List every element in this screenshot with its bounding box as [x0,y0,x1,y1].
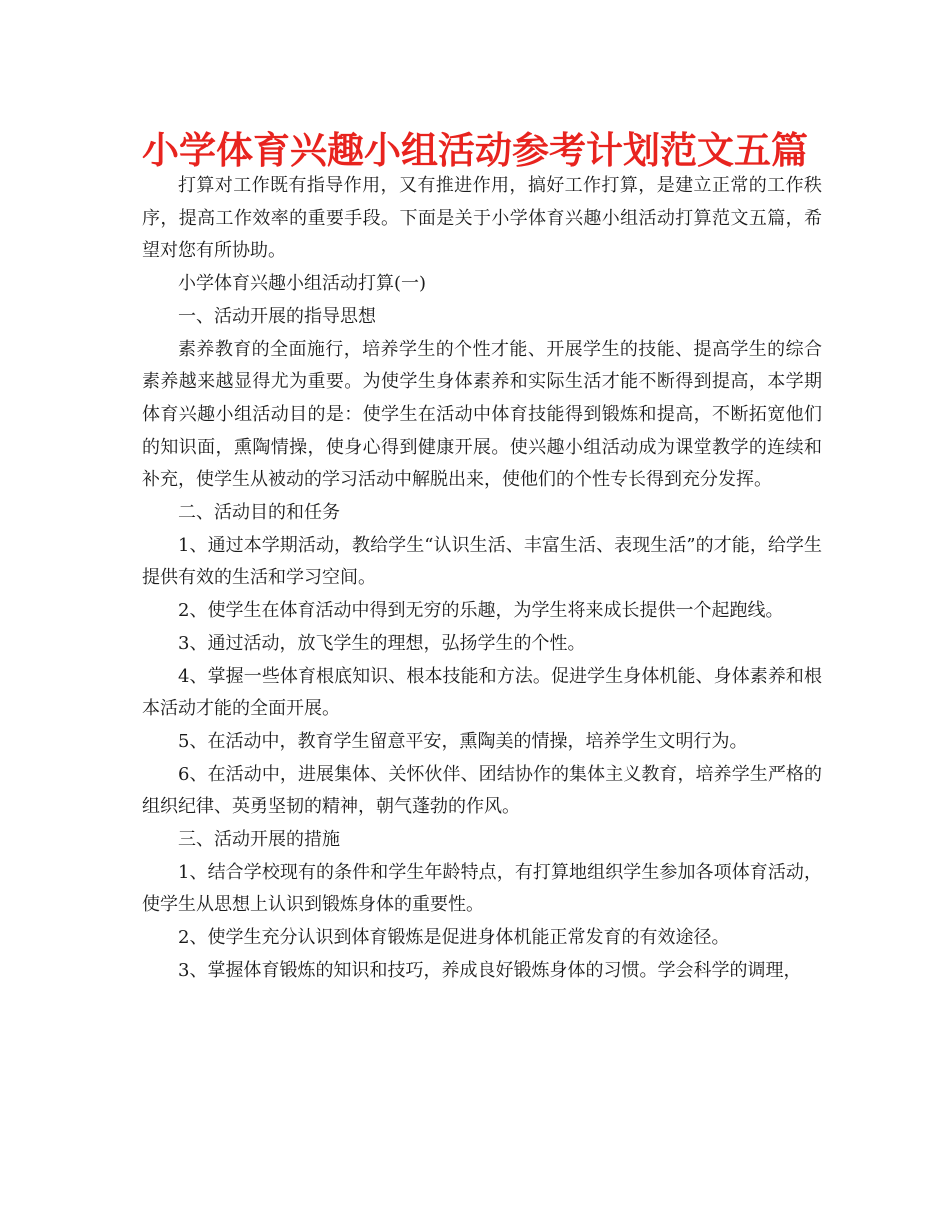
goal-item-3: 3、通过活动，放飞学生的理想，弘扬学生的个性。 [178,632,586,654]
measure-item-2: 2、使学生充分认识到体育锻炼是促进身体机能正常发育的有效途径。 [178,927,730,949]
measure-item-3: 3、掌握体育锻炼的知识和技巧，养成良好锻炼身体的习惯。学会科学的调理， [178,959,802,981]
document-title: 小学体育兴趣小组活动参考计划范文五篇 [142,129,808,172]
document-body [142,170,822,988]
goal-item-1: 1、通过本学期活动，教给学生“认识生活、丰富生活、表现生活”的才能，给学生提供有效的生活和学习空间。 [142,534,822,589]
goal-item-2: 2、使学生在体育活动中得到无穷的乐趣，为学生将来成长提供一个起跑线。 [178,600,784,622]
heading-guiding-ideology: 一、活动开展的指导思想 [178,305,376,327]
section-heading-plan-one: 小学体育兴趣小组活动打算(一) [178,273,427,295]
goal-item-6: 6、在活动中，进展集体、关怀伙伴、团结协作的集体主义教育，培养学生严格的组织纪律、英勇坚韧的精神，朝气蓬勃的作风。 [142,763,822,818]
heading-measures: 三、活动开展的措施 [178,829,340,851]
goal-item-4: 4、掌握一些体育根底知识、根本技能和方法。促进学生身体机能、身体素养和根本活动才能的全面开展。 [142,665,822,720]
heading-goals-tasks: 二、活动目的和任务 [178,502,340,524]
measure-item-1: 1、结合学校现有的条件和学生年龄特点，有打算地组织学生参加各项体育活动，使学生从思想上认识到锻炼身体的重要性。 [142,861,822,916]
goal-item-5: 5、在活动中，教育学生留意平安，熏陶美的情操，培养学生文明行为。 [178,730,748,752]
intro-paragraph: 打算对工作既有指导作用，又有推进作用，搞好工作打算，是建立正常的工作秩序，提高工作效率的重要手段。下面是关于小学体育兴趣小组活动打算范文五篇，希望对您有所协助。 [142,175,822,262]
paragraph-guiding-ideology: 素养教育的全面施行，培养学生的个性才能、开展学生的技能、提高学生的综合素养越来越显得尤为重要。为使学生身体素养和实际生活才能不断得到提高，本学期体育兴趣小组活动目的是：使学生在活动中体育技能得到锻炼和提高，不断拓宽他们的知识面，熏陶情操，使身心得到健康开展。使兴趣小组活动成为课堂教学的连续和补充，使学生从被动的学习活动中解脱出来，使他们的个性专长得到充分发挥。 [142,338,822,491]
